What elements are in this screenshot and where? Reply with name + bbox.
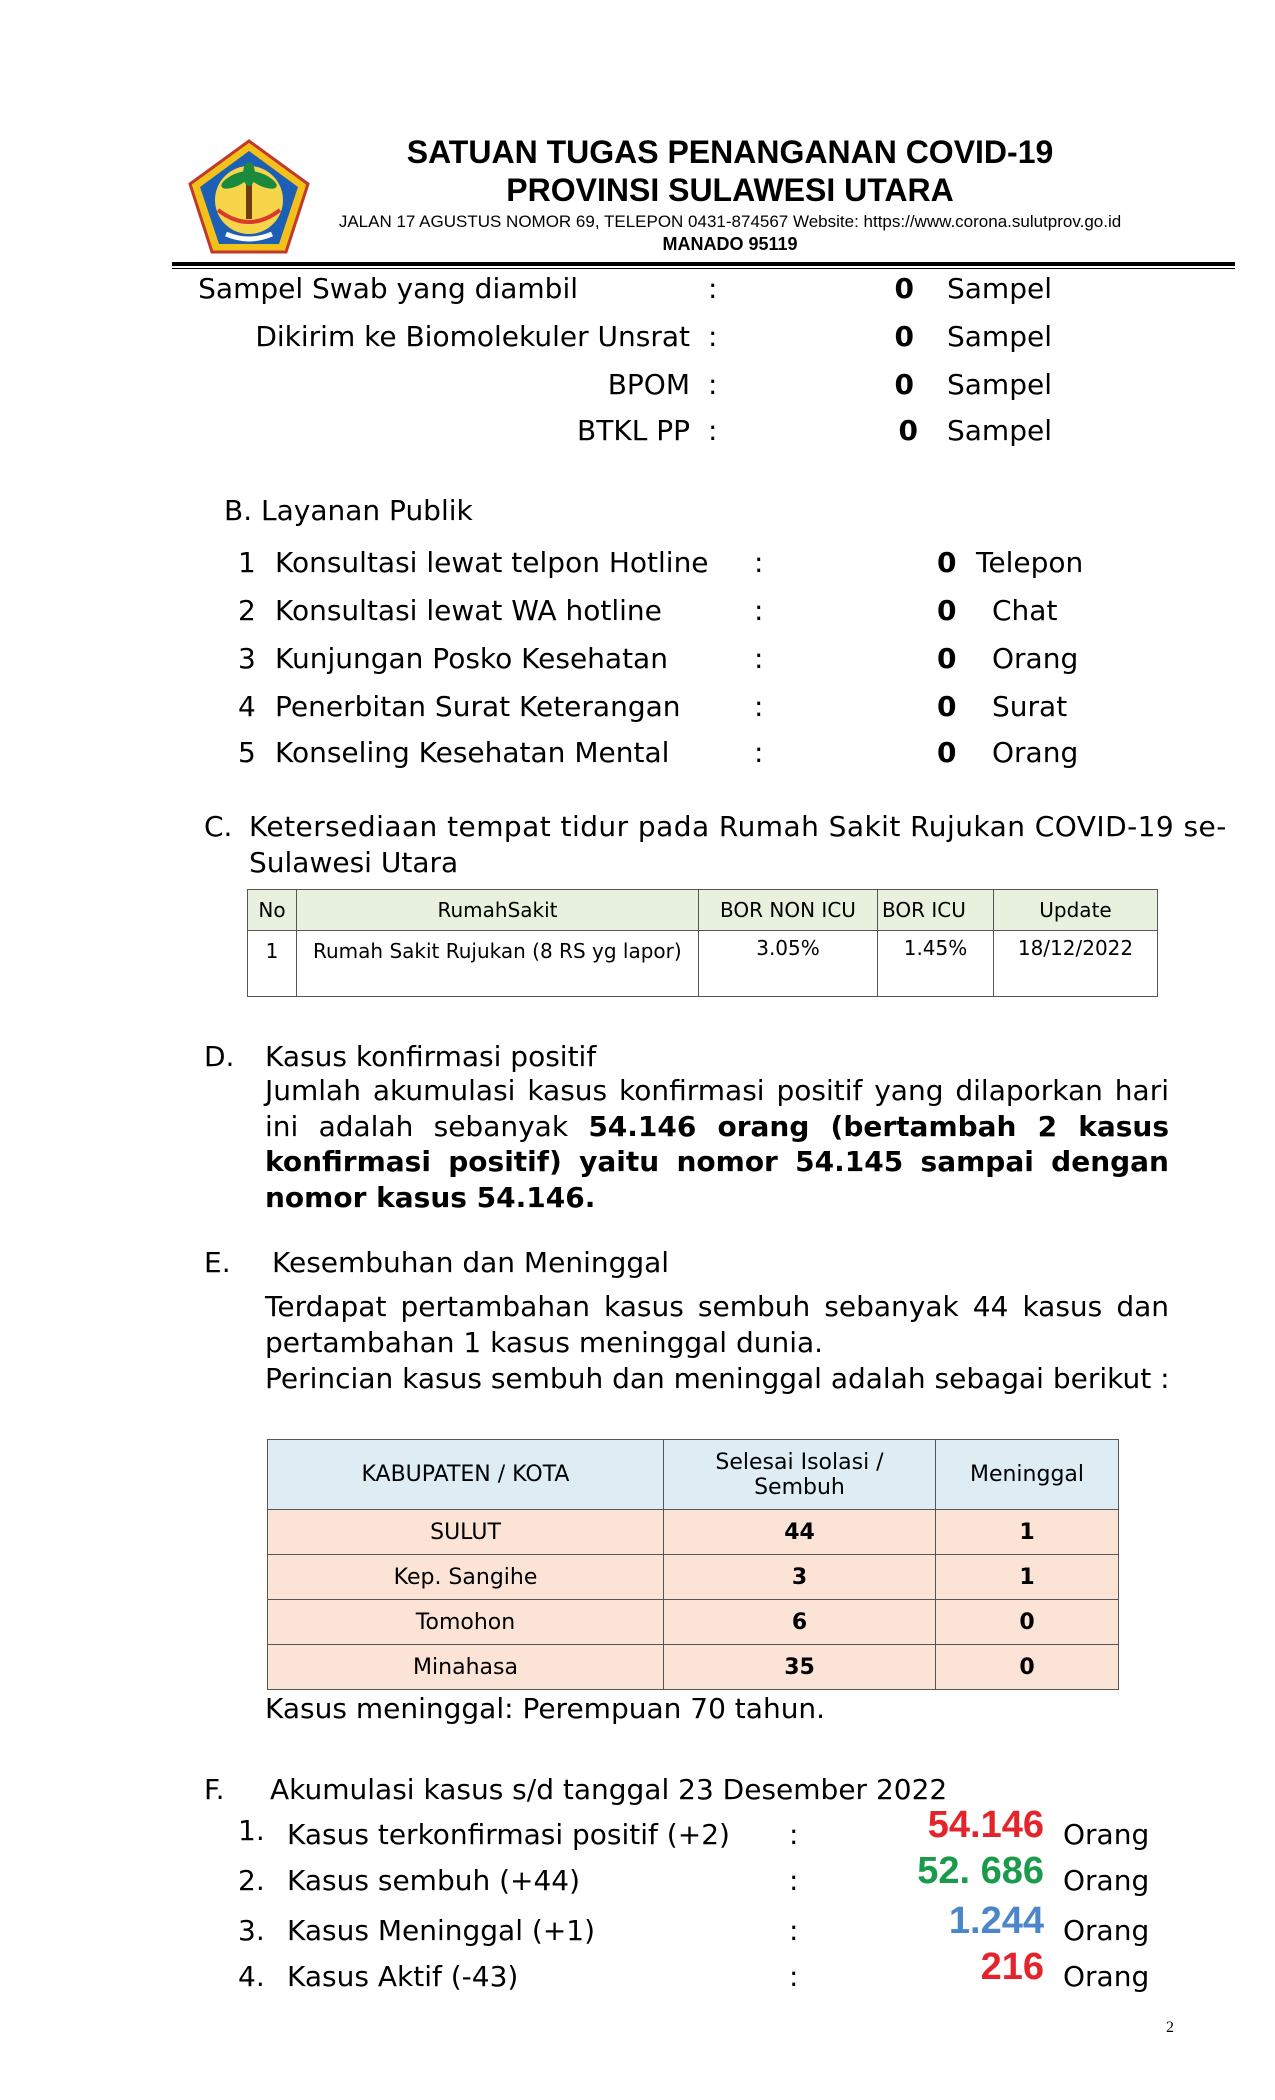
provincial-emblem — [186, 138, 312, 256]
list-label: Kunjungan Posko Kesehatan — [275, 642, 668, 675]
table-cell: 1.45% — [878, 931, 994, 997]
sample-label: Sampel Swab yang diambil — [198, 272, 578, 305]
list-label: Konsultasi lewat WA hotline — [275, 594, 662, 627]
section-d-heading: Kasus konfirmasi positif — [265, 1040, 597, 1073]
list-unit: Orang — [1063, 1960, 1150, 1993]
section-d-paragraph — [265, 1073, 1169, 1215]
recovered-total: 52. 686 — [917, 1850, 1044, 1892]
section-f-letter: F. — [204, 1773, 225, 1806]
table-row — [268, 1555, 1119, 1600]
paragraph-highlight: 54.146 orang (bertambah 2 kasus konfirmasi positif) yaitu nomor 54.145 sampai dengan nomor kasus 54.146. — [265, 1109, 1169, 1214]
death-cell: 0 — [936, 1645, 1119, 1690]
col-header: Meninggal — [936, 1440, 1119, 1510]
header-divider-thin — [172, 268, 1235, 269]
list-number: 1 — [238, 546, 256, 579]
list-unit: Surat — [992, 690, 1068, 723]
confirmed-total: 54.146 — [927, 1804, 1044, 1846]
table-cell: 18/12/2022 — [994, 931, 1158, 997]
section-c-heading: Ketersediaan tempat tidur pada Rumah Sakit Rujukan COVID-19 se- — [249, 810, 1227, 843]
list-unit: Orang — [1063, 1914, 1150, 1947]
sample-label: BPOM — [607, 368, 690, 401]
table-cell: 3.05% — [699, 931, 878, 997]
list-unit: Orang — [992, 642, 1079, 675]
sample-unit: Sampel — [947, 368, 1052, 401]
province-title: PROVINSI SULAWESI UTARA — [506, 172, 954, 208]
list-unit: Orang — [1063, 1818, 1150, 1851]
death-note: Kasus meninggal: Perempuan 70 tahun. — [265, 1692, 826, 1725]
list-value: 0 — [937, 546, 957, 579]
sample-unit: Sampel — [947, 414, 1052, 447]
table-row — [248, 931, 1158, 997]
list-number: 1. — [238, 1814, 265, 1847]
list-colon: : — [754, 642, 764, 675]
list-value: 0 — [937, 642, 957, 675]
list-unit: Telepon — [976, 546, 1084, 579]
list-number: 2. — [238, 1864, 265, 1897]
region-cell: Tomohon — [268, 1600, 664, 1645]
recovered-cell: 6 — [664, 1600, 936, 1645]
death-cell: 1 — [936, 1555, 1119, 1600]
recovery-death-table — [267, 1439, 1119, 1690]
agency-title: SATUAN TUGAS PENANGANAN COVID-19 — [406, 134, 1054, 170]
list-colon: : — [754, 594, 764, 627]
list-label: Konsultasi lewat telpon Hotline — [275, 546, 709, 579]
sample-value: 0 — [894, 320, 914, 353]
table-header-row — [268, 1440, 1119, 1510]
city-line: MANADO 95119 — [662, 234, 798, 254]
table-row — [268, 1600, 1119, 1645]
paragraph-text: Jumlah akumulasi kasus konfirmasi positif yang dilaporkan hari ini adalah sebanyak — [265, 1074, 1169, 1143]
address-line: JALAN 17 AGUSTUS NOMOR 69, TELEPON 0431-874567 Website: https://www.corona.sulutprov.go.id — [338, 212, 1122, 231]
death-total: 1.244 — [948, 1900, 1044, 1942]
sample-colon: : — [708, 320, 718, 353]
list-colon: : — [789, 1914, 799, 1947]
section-e-paragraph: Terdapat pertambahan kasus sembuh sebanyak 44 kasus dan pertambahan 1 kasus meninggal dunia. — [265, 1290, 1169, 1359]
list-unit: Chat — [992, 594, 1058, 627]
list-label: Kasus terkonfirmasi positif (+2) — [287, 1818, 730, 1851]
list-label: Kasus Meninggal (+1) — [287, 1914, 596, 1947]
list-number: 4. — [238, 1960, 265, 1993]
list-colon: : — [789, 1818, 799, 1851]
emblem-icon — [186, 138, 312, 256]
header-divider — [172, 262, 1235, 266]
list-number: 3. — [238, 1914, 265, 1947]
region-cell: SULUT — [268, 1510, 664, 1555]
death-cell: 0 — [936, 1600, 1119, 1645]
list-label: Penerbitan Surat Keterangan — [275, 690, 681, 723]
list-value: 0 — [937, 690, 957, 723]
sample-label: Dikirim ke Biomolekuler Unsrat — [255, 320, 690, 353]
sample-colon: : — [708, 272, 718, 305]
death-cell: 1 — [936, 1510, 1119, 1555]
list-colon: : — [789, 1960, 799, 1993]
sample-value: 0 — [894, 368, 914, 401]
table-row — [268, 1645, 1119, 1690]
col-header: No — [248, 890, 297, 931]
section-c-heading-cont: Sulawesi Utara — [249, 846, 459, 879]
section-c-letter: C. — [204, 810, 233, 843]
col-header: Selesai Isolasi / Sembuh — [664, 1440, 936, 1510]
list-colon: : — [754, 690, 764, 723]
table-header-row — [248, 890, 1158, 931]
section-f-heading: Akumulasi kasus s/d tanggal 23 Desember 2022 — [270, 1773, 948, 1806]
col-header: RumahSakit — [297, 890, 699, 931]
bed-availability-table — [247, 889, 1158, 997]
col-header: Update — [994, 890, 1158, 931]
list-colon: : — [789, 1864, 799, 1897]
sample-label: BTKL PP — [577, 414, 690, 447]
section-e-heading: Kesembuhan dan Meninggal — [272, 1246, 670, 1279]
sample-colon: : — [708, 414, 718, 447]
table-cell: Rumah Sakit Rujukan (8 RS yg lapor) — [297, 931, 699, 997]
list-unit: Orang — [992, 736, 1079, 769]
list-number: 2 — [238, 594, 256, 627]
recovered-cell: 44 — [664, 1510, 936, 1555]
list-number: 5 — [238, 736, 256, 769]
section-b-heading: B. Layanan Publik — [224, 494, 473, 527]
sample-value: 0 — [894, 272, 914, 305]
list-colon: : — [754, 736, 764, 769]
section-e-letter: E. — [204, 1246, 231, 1279]
sample-unit: Sampel — [947, 272, 1052, 305]
list-number: 3 — [238, 642, 256, 675]
page-number: 2 — [1166, 2019, 1174, 2036]
table-cell: 1 — [248, 931, 297, 997]
section-d-letter: D. — [204, 1040, 235, 1073]
sample-unit: Sampel — [947, 320, 1052, 353]
active-total: 216 — [980, 1946, 1044, 1988]
list-value: 0 — [937, 594, 957, 627]
col-header: BOR NON ICU — [699, 890, 878, 931]
region-cell: Kep. Sangihe — [268, 1555, 664, 1600]
list-value: 0 — [937, 736, 957, 769]
col-header: KABUPATEN / KOTA — [268, 1440, 664, 1510]
list-unit: Orang — [1063, 1864, 1150, 1897]
sample-colon: : — [708, 368, 718, 401]
sample-value: 0 — [898, 414, 918, 447]
list-colon: : — [754, 546, 764, 579]
section-e-intro: Perincian kasus sembuh dan meninggal adalah sebagai berikut : — [265, 1362, 1170, 1395]
col-header: BOR ICU — [878, 890, 994, 931]
recovered-cell: 3 — [664, 1555, 936, 1600]
list-label: Kasus Aktif (-43) — [287, 1960, 519, 1993]
recovered-cell: 35 — [664, 1645, 936, 1690]
list-number: 4 — [238, 690, 256, 723]
region-cell: Minahasa — [268, 1645, 664, 1690]
list-label: Kasus sembuh (+44) — [287, 1864, 581, 1897]
table-row — [268, 1510, 1119, 1555]
list-label: Konseling Kesehatan Mental — [275, 736, 670, 769]
